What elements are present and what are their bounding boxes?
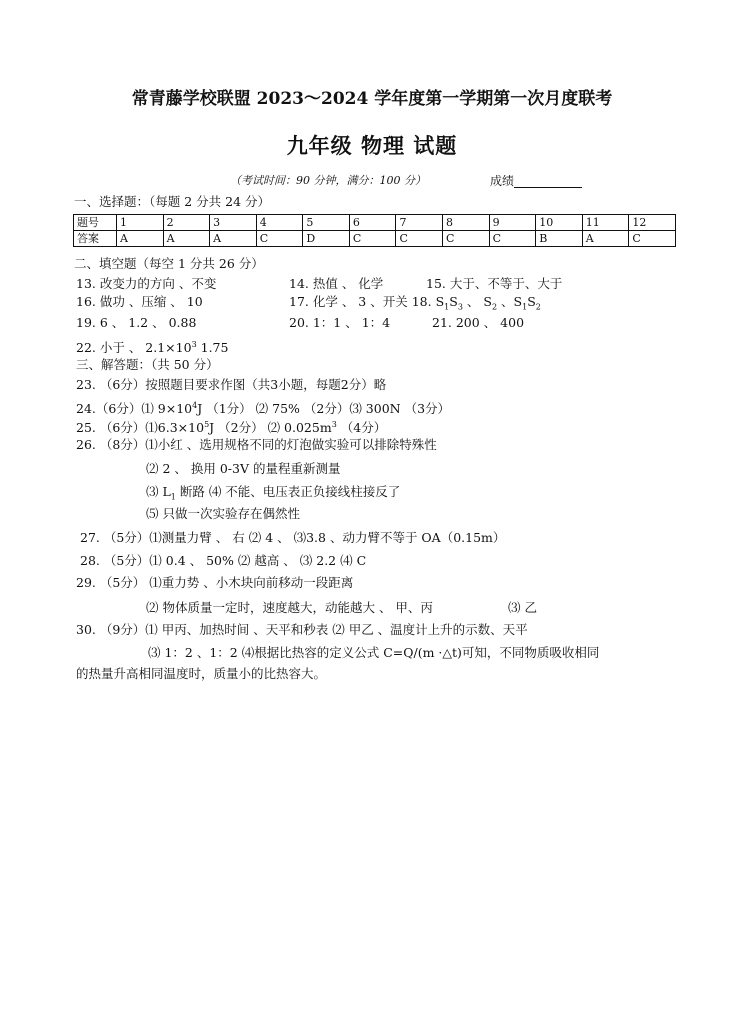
score-field [490,174,582,188]
answer-cell: C [443,231,490,247]
answer-29-part3: ⑶ 乙 [508,600,537,615]
answer-16: 16. 做功 、压缩 、 10 [76,294,203,309]
answer-17: 17. 化学 、 3 、开关 18. [289,294,432,309]
answer-cell: C [256,231,303,247]
question-number: 2 [163,215,210,231]
answer-27: 27. （5分）⑴测量力臂 、 右 ⑵ 4 、 ⑶3.8 、动力臂不等于 OA（0.15m） [80,530,506,545]
answer-30-part2: ⑶ 1：2 、1：2 ⑷根据比热容的定义公式 C=Q/(m ·△t)可知，不同物质吸收相同 [148,645,600,660]
answer-14: 14. 热值 、 化学 [289,276,384,291]
answer-19: 19. 6 、 1.2 、 0.88 [76,315,197,330]
row-label: 答案 [74,231,117,247]
answer-29-part2: ⑵ 物体质量一定时，速度越大，动能越大 、 甲、丙 [146,600,433,615]
question-number: 9 [489,215,536,231]
question-number: 4 [256,215,303,231]
answer-28: 28. （5分）⑴ 0.4 、 50% ⑵ 越高 、 ⑶ 2.2 ⑷ C [80,553,367,568]
question-number: 6 [349,215,396,231]
answer-29-part1: 29. （5分） ⑴重力势 、小木块向前移动一段距离 [76,575,354,590]
answer-17-18 [289,294,541,316]
answer-22: 22. 小于 、 $2.1\times 10^3$ 1.75 [76,340,229,356]
question-number: 12 [629,215,676,231]
answer-15: 15. 大于、不等于、大于 [426,276,563,291]
question-number: 5 [303,215,350,231]
answer-13: 13. 改变力的方向 、不变 [76,276,217,291]
table-row [74,215,676,231]
answer-26-part3: ⑶ $L_1$ 断路 ⑷ 不能、电压表正负接线柱接反了 [146,484,401,502]
answer-cell: A [117,231,164,247]
exam-info: （考试时间：90 分钟，满分：100 分） [230,174,426,187]
answer-cell: C [489,231,536,247]
answer-cell: A [163,231,210,247]
answer-30-part3: 的热量升高相同温度时，质量小的比热容大。 [76,666,327,681]
answer-26-part1: 26. （8分）⑴小红 、选用规格不同的灯泡做实验可以排除特殊性 [76,437,437,452]
answer-cell: C [629,231,676,247]
answer-26-part5: ⑸ 只做一次实验存在偶然性 [146,506,300,521]
section1-heading: 一、选择题：（每题 2 分共 24 分） [74,194,271,209]
answer-24: 24.（6分）⑴ $9\times 10^4J$ （1分） ⑵ 75% （2分）⑶ 300N （3分） [76,401,451,417]
answer-cell: A [210,231,257,247]
answer-21: 21. 200 、 400 [432,315,525,330]
question-number: 7 [396,215,443,231]
answer-20: 20. 1：1 、 1：4 [289,315,391,330]
score-label: 成绩 [490,174,515,188]
answer-table [73,214,676,247]
answer-cell: B [536,231,583,247]
question-number: 8 [443,215,490,231]
answer-26-part2: ⑵ 2 、 换用 0-3V 的量程重新测量 [146,461,341,476]
question-number: 3 [210,215,257,231]
question-number: 10 [536,215,583,231]
answer-18: $S_1S_3$ 、 $S_2$ 、$S_1S_2$ [435,294,541,312]
section3-heading: 三、解答题：（共 50 分） [76,357,219,372]
question-number: 11 [582,215,629,231]
exam-subtitle: 九年级 物理 试题 [286,133,458,158]
answer-cell: A [582,231,629,247]
answer-30-part1: 30. （9分）⑴ 甲丙、加热时间 、天平和秒表 ⑵ 甲乙 、温度计上升的示数、天平 [76,622,528,637]
score-blank [514,175,582,188]
exam-title: 常青藤学校联盟 2023～2024 学年度第一学期第一次月度联考 [131,89,613,109]
answer-cell: D [303,231,350,247]
answer-cell: C [396,231,443,247]
section2-heading: 二、填空题（每空 1 分共 26 分） [74,256,264,271]
answer-25: 25. （6分）$⑴6.3\times 10^5J$ （2分） ⑵ $0.025m^3$ （4分） [76,420,387,436]
answer-cell: C [349,231,396,247]
answer-23: 23. （6分）按照题目要求作图（共3小题，每题2分）略 [76,377,387,392]
table-row [74,231,676,247]
row-label: 题号 [74,215,117,231]
question-number: 1 [117,215,164,231]
